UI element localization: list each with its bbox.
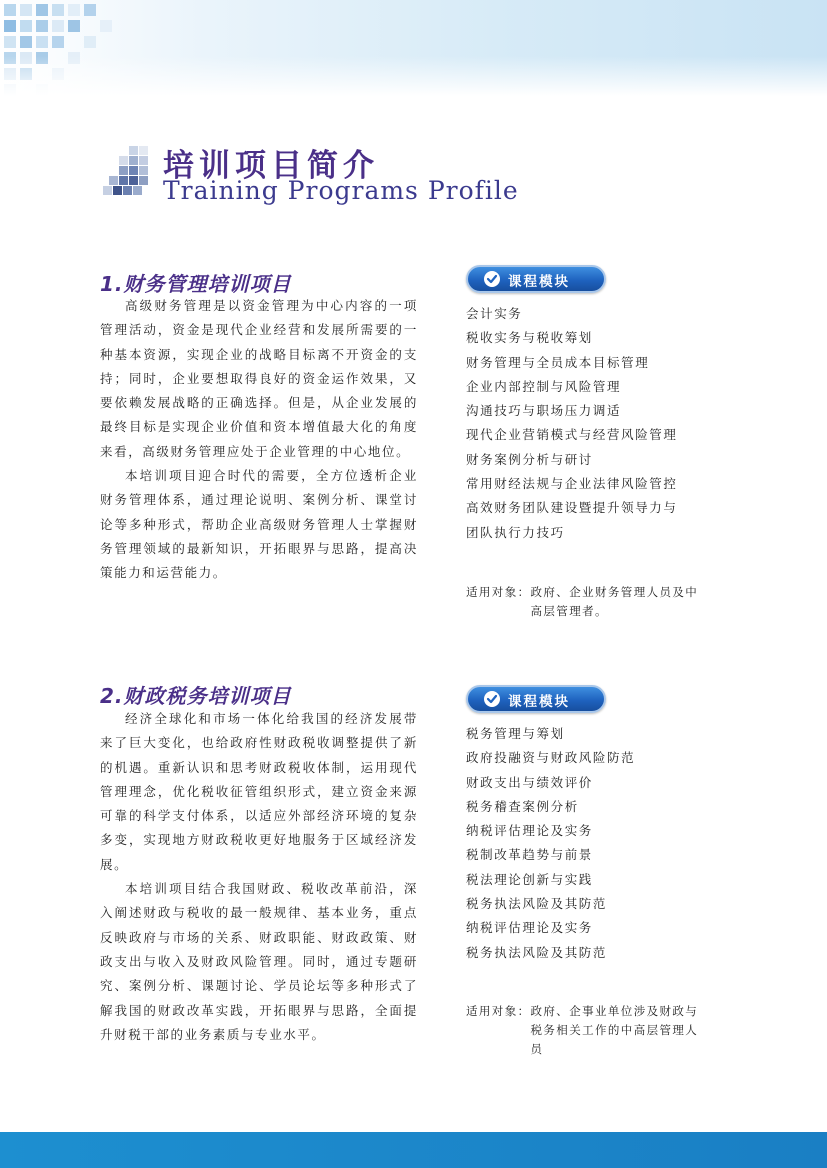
course-module-label: 课程模块 bbox=[508, 274, 570, 290]
page-title: 培训项目简介 bbox=[163, 148, 379, 184]
list-item: 常用财经法规与企业法律风险管控 bbox=[466, 476, 678, 492]
paragraph: 经济全球化和市场一体化给我国的经济发展带来了巨大变化，也给政府性财政税收调整提供了新的机遇。重新认识和思考财政税收体制，运用现代管理理念，优化税收征管组织形式，建立资金来源可靠的科学支付体系，以适应外部经济环境的复杂多变，实现地方财政税收更好地服务于区域经济发展。 bbox=[100, 711, 418, 872]
list-item: 税务稽查案例分析 bbox=[466, 798, 579, 814]
list-item: 税务执法风险及其防范 bbox=[466, 944, 608, 960]
paragraph: 高级财务管理是以资金管理为中心内容的一项管理活动，资金是现代企业经营和发展所需要的一种基本资源，实现企业的战略目标离不开资金的支持；同时，企业要想取得良好的资金运作效果，又要依赖发展战略的正确选择。但是，从企业发展的最终目标是实现企业价值和资本增值最大化的角度来看，高级财务管理应处于企业管理的中心地位。 bbox=[100, 298, 418, 459]
list-item: 团队执行力技巧 bbox=[466, 524, 565, 540]
list-item: 财务案例分析与研讨 bbox=[466, 451, 593, 467]
target-audience-finance bbox=[466, 583, 706, 621]
list-item: 税法理论创新与实践 bbox=[466, 871, 593, 887]
list-item: 财政支出与绩效评价 bbox=[466, 774, 593, 790]
course-module-badge bbox=[466, 685, 606, 713]
top-banner bbox=[0, 0, 827, 96]
module-list-tax bbox=[466, 722, 635, 965]
target-value: 政府、企业财务管理人员及中高层管理者。 bbox=[530, 585, 699, 618]
list-item: 企业内部控制与风险管理 bbox=[466, 378, 622, 394]
list-item: 现代企业营销模式与经营风险管理 bbox=[466, 427, 678, 443]
target-label: 适用对象： bbox=[466, 1004, 531, 1018]
list-item: 财务管理与全员成本目标管理 bbox=[466, 354, 650, 370]
target-value: 政府、企事业单位涉及财政与税务相关工作的中高层管理人员 bbox=[530, 1004, 699, 1056]
section-body-finance bbox=[100, 294, 418, 586]
page-subtitle: Training Programs Profile bbox=[163, 176, 519, 205]
list-item: 税收实务与税收筹划 bbox=[466, 330, 593, 346]
check-circle-icon bbox=[484, 691, 500, 707]
course-module-label: 课程模块 bbox=[508, 694, 570, 710]
list-item: 会计实务 bbox=[466, 306, 523, 321]
section-heading-tax: 2.财政税务培训项目 bbox=[100, 684, 292, 708]
bottom-banner bbox=[0, 1132, 827, 1168]
list-item: 税制改革趋势与前景 bbox=[466, 847, 593, 863]
target-label: 适用对象： bbox=[466, 585, 531, 599]
list-item: 政府投融资与财政风险防范 bbox=[466, 750, 636, 766]
check-circle-icon bbox=[484, 271, 500, 287]
list-item: 高效财务团队建设暨提升领导力与 bbox=[466, 500, 678, 516]
course-module-badge bbox=[466, 265, 606, 293]
section-body-tax bbox=[100, 707, 418, 1047]
list-item: 税务执法风险及其防范 bbox=[466, 896, 608, 912]
module-list-finance bbox=[466, 302, 678, 545]
paragraph: 本培训项目结合我国财政、税收改革前沿，深入阐述财政与税收的最一般规律、基本业务，重点反映政府与市场的关系、财政职能、财政政策、财政支出与收入及财政风险管理。同时，通过专题研究、案例分析、课题讨论、学员论坛等多种形式了解我国的财政改革实践，开拓眼界与思路，全面提升财税干部的业务素质与专业水平。 bbox=[100, 881, 418, 1042]
section-heading-finance: 1.财务管理培训项目 bbox=[100, 272, 292, 296]
list-item: 沟通技巧与职场压力调适 bbox=[466, 403, 622, 419]
list-item: 纳税评估理论及实务 bbox=[466, 920, 593, 936]
target-audience-tax bbox=[466, 1002, 706, 1059]
list-item: 纳税评估理论及实务 bbox=[466, 823, 593, 839]
list-item: 税务管理与筹划 bbox=[466, 726, 565, 741]
paragraph: 本培训项目迎合时代的需要，全方位透析企业财务管理体系，通过理论说明、案例分析、课堂讨论等多种形式，帮助企业高级财务管理人士掌握财务管理领域的最新知识，开拓眼界与思路，提高决策能力和运营能力。 bbox=[100, 468, 418, 581]
pixel-mosaic-icon bbox=[103, 146, 149, 198]
